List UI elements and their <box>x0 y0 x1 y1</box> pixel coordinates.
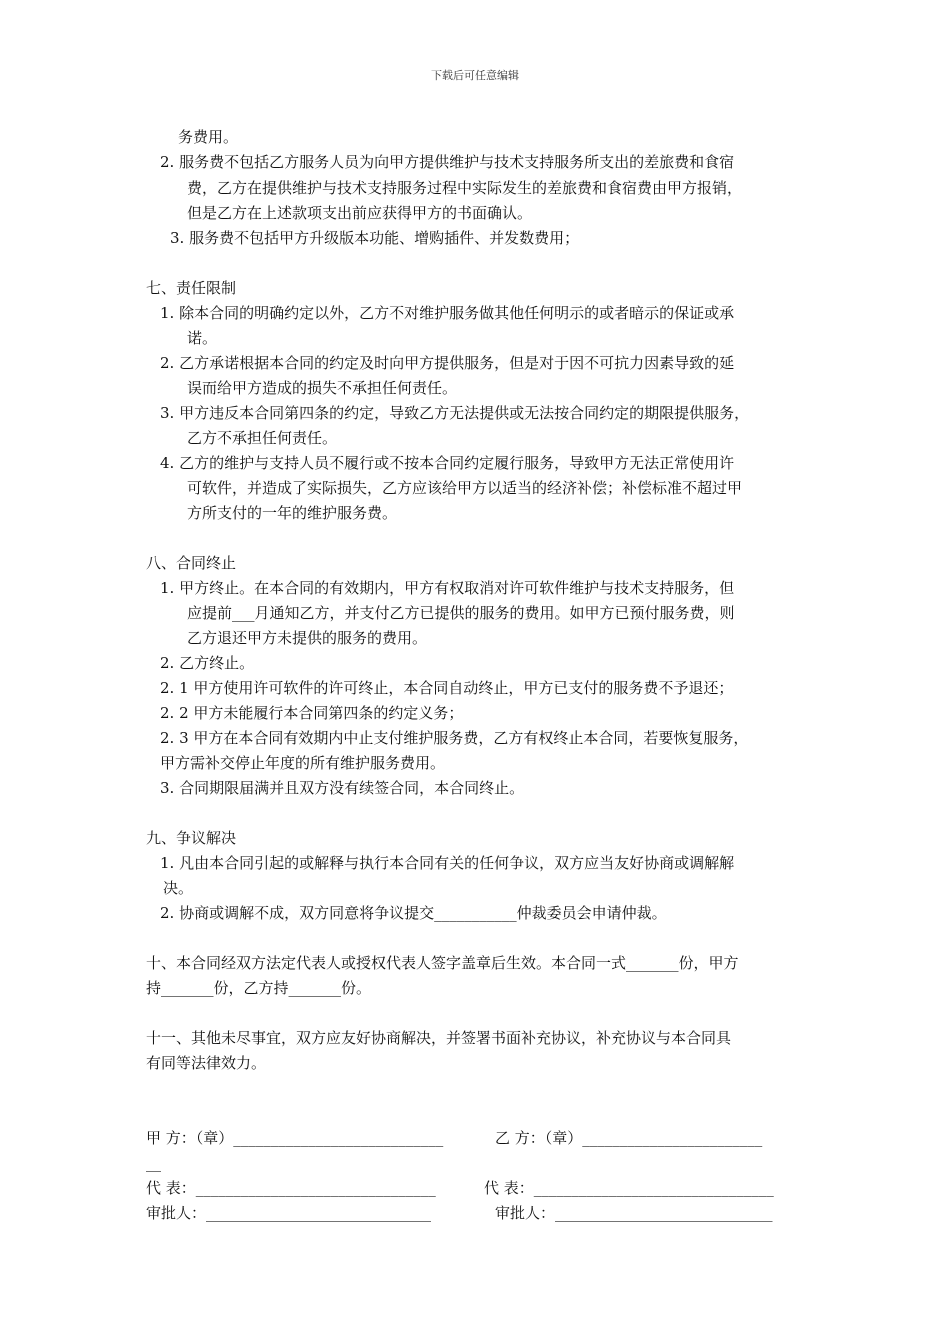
section-7-title: 七、责任限制 <box>146 279 237 297</box>
fee-clause-2-line3: 但是乙方在上述款项支出前应获得甲方的书面确认。 <box>187 204 533 222</box>
fee-clause-2-line1: 2. 服务费不包括乙方服务人员为向甲方提供维护与技术支持服务所支出的差旅费和食宿 <box>160 153 735 171</box>
party-a-approver: 审批人：______________________________ <box>146 1204 432 1222</box>
dispute-2: 2. 协商或调解不成，双方同意将争议提交___________仲裁委员会申请仲裁。 <box>160 904 667 922</box>
seal-line-overflow: __ <box>146 1154 161 1172</box>
party-b-representative: 代 表：________________________________ <box>484 1179 774 1197</box>
termination-2: 2. 乙方终止。 <box>160 654 255 672</box>
section-8-title: 八、合同终止 <box>146 554 237 572</box>
page-header: 下载后可任意编辑 <box>431 69 519 82</box>
fee-clause-3: 3. 服务费不包括甲方升级版本功能、增购插件、并发数费用； <box>170 229 580 247</box>
fee-clause-2-line2: 费，乙方在提供维护与技术支持服务过程中实际发生的差旅费和食宿费由甲方报销， <box>187 179 743 197</box>
liability-1-line1: 1. 除本合同的明确约定以外，乙方不对维护服务做其他任何明示的或者暗示的保证或承 <box>160 304 735 322</box>
fee-clause-continuation: 务费用。 <box>178 128 239 146</box>
liability-2-line1: 2. 乙方承诺根据本合同的约定及时向甲方提供服务，但是对于因不可抗力因素导致的延 <box>160 354 735 372</box>
liability-4-line1: 4. 乙方的维护与支持人员不履行或不按本合同约定履行服务，导致甲方无法正常使用许 <box>160 454 735 472</box>
party-a-seal: 甲 方：（章）____________________________ <box>146 1129 444 1147</box>
section-11-line1: 十一、其他未尽事宜，双方应友好协商解决，并签署书面补充协议，补充协议与本合同具 <box>146 1029 732 1047</box>
liability-4-line2: 可软件，并造成了实际损失，乙方应该给甲方以适当的经济补偿；补偿标准不超过甲 <box>187 479 743 497</box>
section-10-line1: 十、本合同经双方法定代表人或授权代表人签字盖章后生效。本合同一式_______份，甲方 <box>146 954 739 972</box>
termination-1-line1: 1. 甲方终止。在本合同的有效期内，甲方有权取消对许可软件维护与技术支持服务，但 <box>160 579 735 597</box>
party-a-representative: 代 表：________________________________ <box>146 1179 436 1197</box>
dispute-1-line2: 决。 <box>163 879 194 897</box>
liability-3-line2: 乙方不承担任何责任。 <box>187 429 338 447</box>
liability-4-line3: 方所支付的一年的维护服务费。 <box>187 504 398 522</box>
section-10-line2: 持_______份，乙方持_______份。 <box>146 979 372 997</box>
termination-2-2: 2. 2 甲方未能履行本合同第四条的约定义务； <box>160 704 464 722</box>
party-b-approver: 审批人：_____________________________ <box>495 1204 773 1222</box>
party-b-seal: 乙 方：（章）________________________ <box>495 1129 763 1147</box>
termination-1-line3: 乙方退还甲方未提供的服务的费用。 <box>187 629 428 647</box>
liability-2-line2: 误而给甲方造成的损失不承担任何责任。 <box>187 379 458 397</box>
dispute-1-line1: 1. 凡由本合同引起的或解释与执行本合同有关的任何争议，双方应当友好协商或调解解 <box>160 854 735 872</box>
termination-2-3-line2: 甲方需补交停止年度的所有维护服务费用。 <box>160 754 446 772</box>
termination-3: 3. 合同期限届满并且双方没有续签合同，本合同终止。 <box>160 779 525 797</box>
section-11-line2: 有同等法律效力。 <box>146 1054 267 1072</box>
liability-3-line1: 3. 甲方违反本合同第四条的约定，导致乙方无法提供或无法按合同约定的期限提供服务， <box>160 404 750 422</box>
liability-1-line2: 诺。 <box>187 329 218 347</box>
termination-2-1: 2. 1 甲方使用许可软件的许可终止，本合同自动终止，甲方已支付的服务费不予退还； <box>160 679 734 697</box>
section-9-title: 九、争议解决 <box>146 829 237 847</box>
termination-2-3-line1: 2. 3 甲方在本合同有效期内中止支付维护服务费，乙方有权终止本合同，若要恢复服务， <box>160 729 749 747</box>
termination-1-line2: 应提前___月通知乙方，并支付乙方已提供的服务的费用。如甲方已预付服务费，则 <box>187 604 735 622</box>
